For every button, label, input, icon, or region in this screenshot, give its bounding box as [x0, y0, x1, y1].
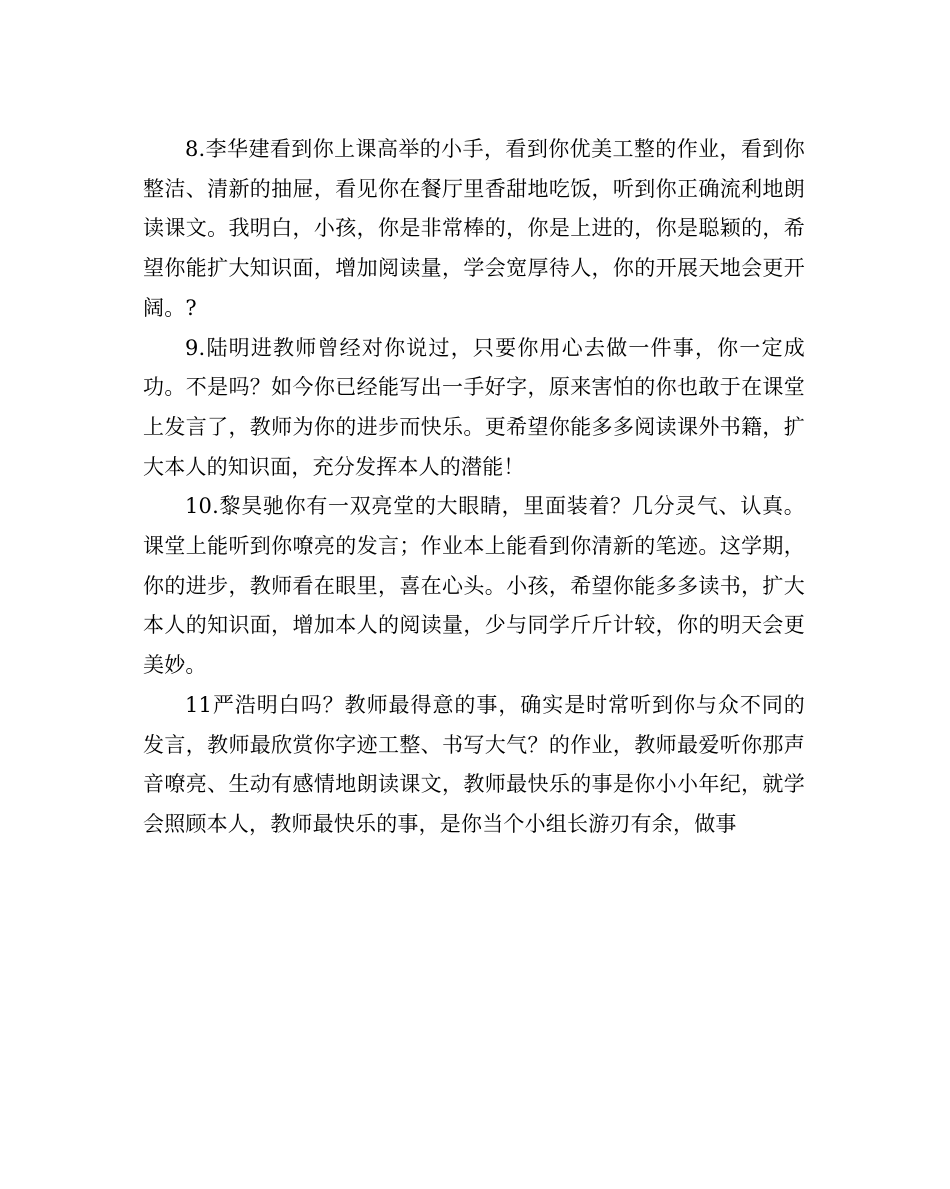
comment-paragraph-9: 9.陆明进教师曾经对你说过，只要你用心去做一件事，你一定成功。不是吗？如今你已经能写出一手好字，原来害怕的你也敢于在课堂上发言了，教师为你的进步而快乐。更希望你能多多阅读课外书籍，扩大本人的知识面，充分发挥本人的潜能！ — [143, 335, 805, 479]
comment-paragraph-10: 10.黎昊驰你有一双亮堂的大眼睛，里面装着？几分灵气、认真。课堂上能听到你嘹亮的发言；作业本上能看到你清新的笔迹。这学期，你的进步，教师看在眼里，喜在心头。小孩，希望你能多多读书，扩大本人的知识面，增加本人的阅读量，少与同学斤斤计较，你的明天会更美妙。 — [143, 494, 805, 678]
document-body — [143, 130, 805, 845]
comment-paragraph-8: 8.李华建看到你上课高举的小手，看到你优美工整的作业，看到你整洁、清新的抽屉，看见你在餐厅里香甜地吃饭，听到你正确流利地朗读课文。我明白，小孩，你是非常棒的，你是上进的，你是聪颖的，希望你能扩大知识面，增加阅读量，学会宽厚待人，你的开展天地会更开阔。? — [143, 137, 805, 320]
comment-paragraph-11: 11严浩明白吗？教师最得意的事，确实是时常听到你与众不同的发言，教师最欣赏你字迹工整、书写大气？的作业，教师最爱听你那声音嘹亮、生动有感情地朗读课文，教师最快乐的事是你小小年纪，就学会照顾本人，教师最快乐的事，是你当个小组长游刃有余，做事 — [143, 692, 805, 836]
